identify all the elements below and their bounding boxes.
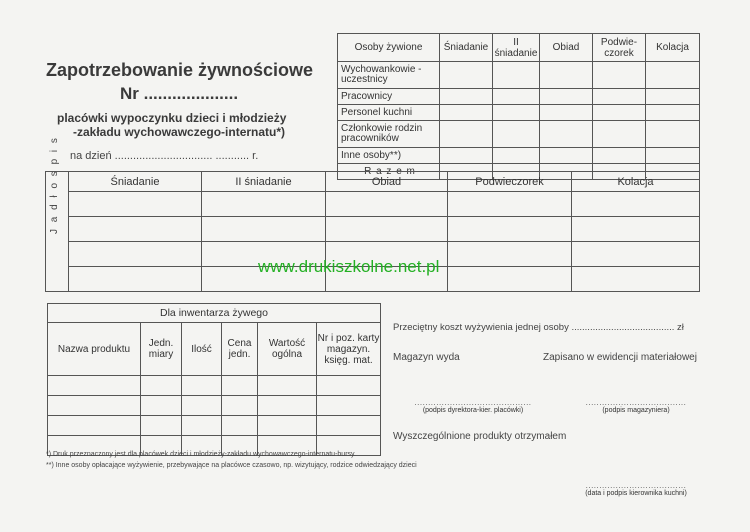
table-cell[interactable] bbox=[440, 121, 493, 148]
date-field[interactable]: na dzień ................................ ........... r. bbox=[70, 150, 259, 162]
col-header-podwieczorek: Podwie-czorek bbox=[593, 34, 646, 62]
table-cell[interactable] bbox=[141, 416, 182, 436]
table-cell[interactable] bbox=[326, 192, 448, 217]
table-cell[interactable] bbox=[48, 396, 141, 416]
table-cell[interactable] bbox=[493, 148, 540, 164]
menu-col-kolacja: Kolacja bbox=[572, 172, 700, 192]
inventory-table bbox=[47, 303, 381, 456]
footnote-1: *) Druk przeznaczony jest dla placówek dzieci i młodzieży-zakładu wychowawczego-internatu-bursy. bbox=[46, 451, 356, 458]
magazyn-wyda-label: Magazyn wyda bbox=[393, 352, 460, 363]
row-label-czlonkowie-rodzin: Członkowie rodzin pracowników bbox=[338, 121, 440, 148]
table-cell[interactable] bbox=[493, 89, 540, 105]
table-cell[interactable] bbox=[448, 192, 572, 217]
menu-header-row bbox=[46, 172, 700, 192]
table-cell[interactable] bbox=[493, 62, 540, 89]
table-cell[interactable] bbox=[646, 121, 700, 148]
table-cell[interactable] bbox=[646, 62, 700, 89]
menu-col-podwieczorek: Podwieczorek bbox=[448, 172, 572, 192]
kitchen-signature-block bbox=[572, 481, 700, 497]
table-cell[interactable] bbox=[222, 416, 258, 436]
director-signature-line[interactable]: ........................................... bbox=[414, 398, 532, 407]
table-cell[interactable] bbox=[326, 217, 448, 242]
table-cell[interactable] bbox=[593, 105, 646, 121]
form-title: Zapotrzebowanie żywnościowe bbox=[46, 60, 314, 80]
table-cell[interactable] bbox=[222, 376, 258, 396]
row-label-wychowankowie: Wychowankowie - uczestnicy bbox=[338, 62, 440, 89]
watermark-url: www.drukiszkolne.net.pl bbox=[258, 257, 440, 276]
col-header-osoby: Osoby żywione bbox=[338, 34, 440, 62]
table-row bbox=[46, 217, 700, 242]
table-cell[interactable] bbox=[317, 396, 381, 416]
table-cell[interactable] bbox=[540, 105, 593, 121]
table-cell[interactable] bbox=[258, 396, 317, 416]
row-label-inne-osoby: Inne osoby**) bbox=[338, 148, 440, 164]
table-cell[interactable] bbox=[493, 105, 540, 121]
table-cell[interactable] bbox=[317, 416, 381, 436]
table-row bbox=[46, 192, 700, 217]
table-cell[interactable] bbox=[593, 89, 646, 105]
table-cell[interactable] bbox=[448, 267, 572, 292]
table-cell[interactable] bbox=[572, 267, 700, 292]
table-row bbox=[338, 62, 700, 89]
table-cell[interactable] bbox=[493, 121, 540, 148]
inventory-title-row bbox=[48, 304, 381, 323]
menu-col-obiad: Obiad bbox=[326, 172, 448, 192]
table-cell[interactable] bbox=[182, 376, 222, 396]
table-cell[interactable] bbox=[69, 217, 202, 242]
table-cell[interactable] bbox=[540, 121, 593, 148]
inv-col-wartosc: Wartość ogólna bbox=[258, 323, 317, 376]
table-cell[interactable] bbox=[572, 242, 700, 267]
menu-side-label-cell bbox=[46, 136, 69, 292]
table-cell[interactable] bbox=[540, 89, 593, 105]
inv-col-jedn-miary: Jedn. miary bbox=[141, 323, 182, 376]
storekeeper-signature-caption: (podpis magazyniera) bbox=[602, 407, 670, 414]
persons-table bbox=[337, 33, 700, 180]
table-cell[interactable] bbox=[646, 148, 700, 164]
table-cell[interactable] bbox=[440, 105, 493, 121]
inv-col-cena: Cena jedn. bbox=[222, 323, 258, 376]
table-cell[interactable] bbox=[593, 62, 646, 89]
menu-col-ii-sniadanie: II śniadanie bbox=[202, 172, 326, 192]
kitchen-signature-caption: (data i podpis kierownika kuchni) bbox=[585, 490, 687, 497]
table-cell[interactable] bbox=[69, 267, 202, 292]
table-cell[interactable] bbox=[48, 376, 141, 396]
inv-col-nr-karty: Nr i poz. karty magazyn. księg. mat. bbox=[317, 323, 381, 376]
table-cell[interactable] bbox=[141, 396, 182, 416]
table-cell[interactable] bbox=[202, 217, 326, 242]
table-cell[interactable] bbox=[572, 217, 700, 242]
table-cell[interactable] bbox=[540, 148, 593, 164]
inv-col-nazwa: Nazwa produktu bbox=[48, 323, 141, 376]
table-row bbox=[338, 105, 700, 121]
table-row bbox=[338, 121, 700, 148]
col-header-kolacja: Kolacja bbox=[646, 34, 700, 62]
table-row bbox=[338, 148, 700, 164]
table-cell[interactable] bbox=[646, 105, 700, 121]
table-cell[interactable] bbox=[572, 192, 700, 217]
table-cell[interactable] bbox=[182, 396, 222, 416]
inventory-title: Dla inwentarza żywego bbox=[48, 304, 381, 323]
form-number: Nr .................... bbox=[120, 84, 239, 103]
table-cell[interactable] bbox=[440, 148, 493, 164]
row-label-personel-kuchni: Personel kuchni bbox=[338, 105, 440, 121]
table-cell[interactable] bbox=[540, 62, 593, 89]
menu-side-label: J a d ł o s p i s bbox=[49, 136, 60, 234]
table-cell[interactable] bbox=[258, 376, 317, 396]
table-cell[interactable] bbox=[440, 89, 493, 105]
inv-col-ilosc: Ilość bbox=[182, 323, 222, 376]
table-cell[interactable] bbox=[202, 192, 326, 217]
table-cell[interactable] bbox=[593, 121, 646, 148]
table-cell[interactable] bbox=[48, 416, 141, 436]
received-label: Wyszczególnione produkty otrzymałem bbox=[393, 431, 567, 442]
menu-col-sniadanie: Śniadanie bbox=[69, 172, 202, 192]
table-cell[interactable] bbox=[182, 416, 222, 436]
table-cell[interactable] bbox=[69, 192, 202, 217]
director-signature-block bbox=[393, 398, 553, 414]
persons-header-row bbox=[338, 34, 700, 62]
table-cell[interactable] bbox=[440, 62, 493, 89]
storekeeper-signature-block bbox=[572, 398, 700, 414]
zapisano-label: Zapisano w ewidencji materiałowej bbox=[543, 352, 697, 363]
table-cell[interactable] bbox=[448, 242, 572, 267]
footnote-2: **) Inne osoby opłacające wyżywienie, przebywające na placówce czasowo, np. wizytujący, rodzice odwiedzający dzieci bbox=[46, 462, 417, 469]
cost-per-person-field[interactable]: Przeciętny koszt wyżywienia jednej osoby ....................................... zł bbox=[393, 322, 684, 333]
table-row bbox=[48, 376, 381, 396]
col-header-ii-sniadanie: II śniadanie bbox=[493, 34, 540, 62]
table-row bbox=[338, 89, 700, 105]
form-subtitle-line2: -zakładu wychowawczego-internatu*) bbox=[73, 125, 286, 139]
col-header-sniadanie: Śniadanie bbox=[440, 34, 493, 62]
row-label-pracownicy: Pracownicy bbox=[338, 89, 440, 105]
kitchen-signature-line[interactable]: ..................................... bbox=[585, 481, 687, 490]
table-cell[interactable] bbox=[222, 396, 258, 416]
table-cell[interactable] bbox=[258, 416, 317, 436]
table-cell[interactable] bbox=[448, 217, 572, 242]
table-row bbox=[48, 396, 381, 416]
table-cell[interactable] bbox=[646, 89, 700, 105]
row-label-razem: R a z e m bbox=[338, 164, 440, 180]
director-signature-caption: (podpis dyrektora-kier. placówki) bbox=[422, 407, 524, 414]
col-header-obiad: Obiad bbox=[540, 34, 593, 62]
table-cell[interactable] bbox=[141, 376, 182, 396]
table-cell[interactable] bbox=[317, 376, 381, 396]
form-subtitle-line1: placówki wypoczynku dzieci i młodzieży bbox=[57, 111, 287, 125]
storekeeper-signature-line[interactable]: ..................................... bbox=[585, 398, 687, 407]
table-cell[interactable] bbox=[593, 148, 646, 164]
table-row bbox=[48, 416, 381, 436]
table-cell[interactable] bbox=[69, 242, 202, 267]
inventory-header-row bbox=[48, 323, 381, 376]
